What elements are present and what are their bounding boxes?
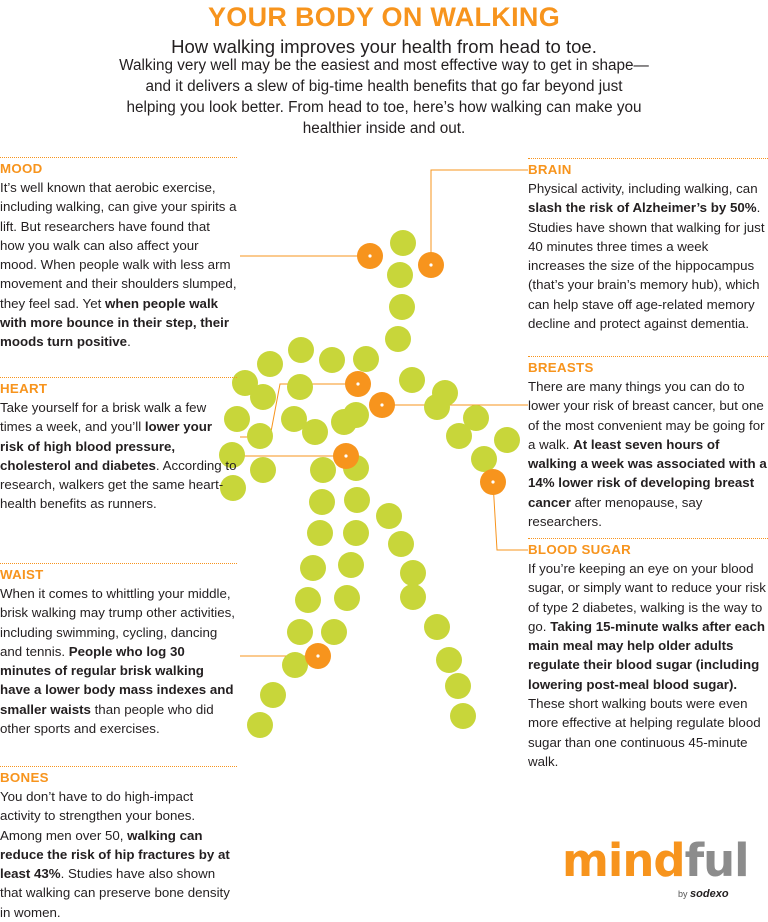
section-divider bbox=[528, 538, 768, 539]
body-dot bbox=[287, 619, 313, 645]
body-dot bbox=[388, 531, 414, 557]
body-dot bbox=[436, 647, 462, 673]
section-title: BREASTS bbox=[528, 360, 594, 375]
highlight-text: People who log 30 minutes of regular brisk walking have a lower body mass indexes and smaller waists bbox=[0, 643, 234, 717]
mindful-logo bbox=[562, 836, 762, 906]
highlight-dot-center bbox=[316, 654, 319, 657]
body-dot bbox=[399, 367, 425, 393]
highlight-text: walking can reduce the risk of hip fractures by at least 43% bbox=[0, 827, 230, 882]
page-title: YOUR BODY ON WALKING bbox=[207, 2, 561, 32]
body-text: It’s well known that aerobic exercise, including walking, can give your spirits a lift. But researchers have found that how you walk can also affect your mood. When people walk with less arm movement and their shoulders slumped, they feel sad. Yet bbox=[0, 180, 237, 311]
body-dot bbox=[338, 552, 364, 578]
body-dot bbox=[390, 230, 416, 256]
intro-paragraph: Walking very well may be the easiest and most effective way to get in shape—and it delivers a slew of big-time health benefits that go far beyond just helping you look better. From head to toe, here’s how walking can make you healthier inside and out. bbox=[119, 57, 649, 137]
body-text: You don’t have to do high-impact activity to strengthen your bones. Among men over 50, bbox=[0, 789, 196, 843]
body-text: than people who did other sports and exercises. bbox=[0, 701, 214, 737]
section-title: BRAIN bbox=[528, 162, 572, 177]
section-divider bbox=[0, 157, 237, 158]
body-text: . Studies have shown that walking for just 40 minutes three times a week increases the size of the hippocampus (that’s your brain’s memory hub), which can help stave off age-related memory decline and protect against dementia. bbox=[528, 200, 765, 332]
connector-line bbox=[431, 170, 528, 265]
highlight-text: lower your risk of high blood pressure, cholesterol and diabetes bbox=[0, 419, 213, 473]
body-text: There are many things you can do to lower your risk of breast cancer, but one of the most convenient may be going for a walk. bbox=[528, 379, 765, 452]
section-bones bbox=[0, 766, 237, 922]
body-dot bbox=[389, 294, 415, 320]
logo-by: by bbox=[678, 889, 688, 899]
body-dot bbox=[300, 555, 326, 581]
body-dot bbox=[471, 446, 497, 472]
body-dot bbox=[353, 346, 379, 372]
body-dot bbox=[385, 326, 411, 352]
body-dot bbox=[343, 520, 369, 546]
section-blood-sugar bbox=[528, 538, 768, 771]
section-title: WAIST bbox=[0, 567, 44, 582]
section-divider bbox=[528, 356, 768, 357]
body-dot bbox=[260, 682, 286, 708]
logo-wordmark bbox=[562, 836, 762, 886]
section-body bbox=[528, 559, 768, 771]
highlight-dot-center bbox=[380, 403, 383, 406]
body-text: . Studies have also shown that walking can preserve bone density in women. bbox=[0, 866, 230, 920]
section-breasts bbox=[528, 356, 768, 531]
body-dot bbox=[250, 457, 276, 483]
logo-word-b: ful bbox=[684, 834, 749, 887]
section-title: MOOD bbox=[0, 161, 43, 176]
body-text: Take yourself for a brisk walk a few times a week, and you’ll bbox=[0, 400, 207, 435]
highlight-dot-center bbox=[368, 254, 371, 257]
body-dot bbox=[288, 337, 314, 363]
section-title: HEART bbox=[0, 381, 48, 396]
body-text: . According to research, walkers get the same heart-health benefits as runners. bbox=[0, 457, 237, 512]
logo-byline bbox=[678, 888, 729, 900]
section-waist bbox=[0, 563, 237, 738]
body-dot bbox=[295, 587, 321, 613]
highlight-text: Taking 15-minute walks after each main meal may help older adults regulate their blood sugar (including lowering post-meal blood sugar). bbox=[528, 618, 765, 692]
body-dot bbox=[494, 427, 520, 453]
highlight-text: slash the risk of Alzheimer’s by 50% bbox=[528, 200, 757, 216]
body-dot bbox=[319, 347, 345, 373]
page-subtitle: How walking improves your health from head to toe. bbox=[171, 36, 597, 57]
body-dot bbox=[344, 487, 370, 513]
section-divider bbox=[0, 377, 237, 378]
body-dot bbox=[331, 409, 357, 435]
body-dot bbox=[400, 584, 426, 610]
section-mood bbox=[0, 157, 237, 352]
body-dot bbox=[282, 652, 308, 678]
section-heart bbox=[0, 377, 237, 514]
body-dot bbox=[257, 351, 283, 377]
body-dot bbox=[287, 374, 313, 400]
section-body bbox=[528, 179, 768, 333]
body-dot bbox=[424, 614, 450, 640]
body-dot bbox=[334, 585, 360, 611]
section-body bbox=[0, 787, 237, 922]
body-dot bbox=[250, 384, 276, 410]
body-dot bbox=[321, 619, 347, 645]
highlight-text: when people walk with more bounce in their step, their moods turn positive bbox=[0, 295, 230, 350]
body-dot bbox=[307, 520, 333, 546]
body-text: Physical activity, including walking, can bbox=[528, 181, 758, 196]
body-dot bbox=[310, 457, 336, 483]
body-dot bbox=[450, 703, 476, 729]
section-body bbox=[0, 178, 237, 352]
section-body bbox=[0, 398, 237, 514]
section-body bbox=[0, 584, 237, 738]
section-divider bbox=[0, 563, 237, 564]
body-dot bbox=[302, 419, 328, 445]
body-dot bbox=[432, 380, 458, 406]
body-dot bbox=[309, 489, 335, 515]
body-dot bbox=[463, 405, 489, 431]
highlight-text: At least seven hours of walking a week was associated with a 14% lower risk of developing breast cancer bbox=[528, 436, 767, 510]
body-text: If you’re keeping an eye on your blood sugar, or simply want to reduce your risk of type 2 diabetes, walking is the way to go. bbox=[528, 561, 766, 634]
logo-brand: sodexo bbox=[690, 888, 729, 900]
section-brain bbox=[528, 158, 768, 333]
logo-word-a: mind bbox=[562, 834, 685, 887]
highlight-dot-center bbox=[429, 263, 432, 266]
body-text: after menopause, say researchers. bbox=[528, 494, 703, 530]
highlight-dot-center bbox=[491, 480, 494, 483]
body-dot bbox=[247, 712, 273, 738]
body-dot bbox=[400, 560, 426, 586]
section-body bbox=[528, 377, 768, 531]
section-title: BLOOD SUGAR bbox=[528, 542, 632, 557]
section-divider bbox=[528, 158, 768, 159]
section-title: BONES bbox=[0, 770, 49, 785]
body-dot bbox=[376, 503, 402, 529]
body-text: These short walking bouts were even more effective at helping regulate blood sugar than one continuous 45-minute walk. bbox=[528, 696, 761, 769]
body-dot bbox=[387, 262, 413, 288]
body-dot bbox=[247, 423, 273, 449]
body-text: . bbox=[127, 334, 131, 350]
highlight-dot-center bbox=[356, 382, 359, 385]
body-text: When it comes to whittling your middle, brisk walking may trump other activities, including swimming, cycling, dancing and tennis. bbox=[0, 586, 235, 659]
section-divider bbox=[0, 766, 237, 767]
body-dot bbox=[445, 673, 471, 699]
highlight-dot-center bbox=[344, 454, 347, 457]
